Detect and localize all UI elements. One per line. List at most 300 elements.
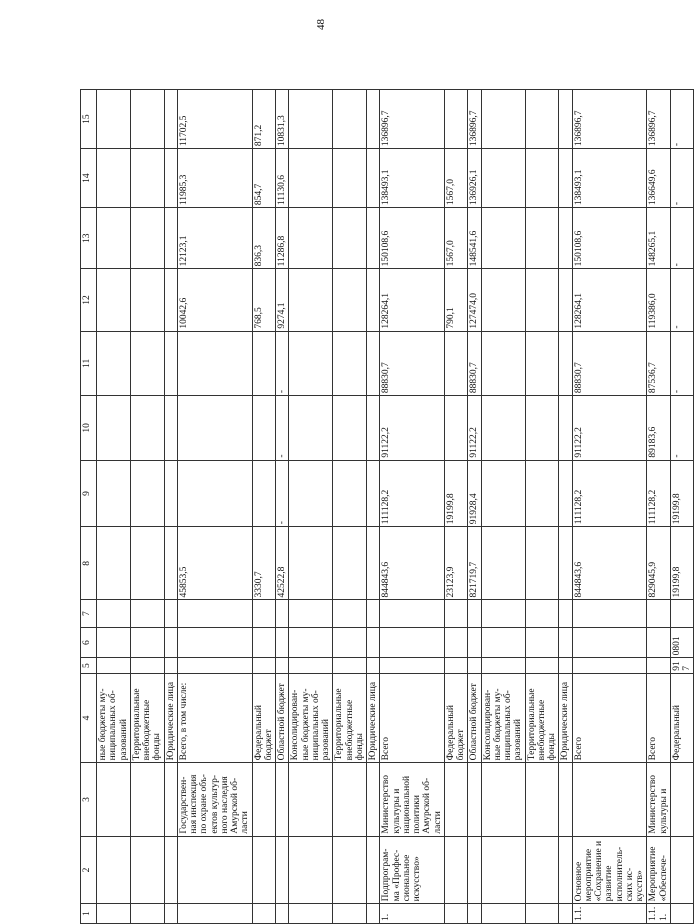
table-cell: 768,5 <box>252 269 276 331</box>
table-row <box>276 90 289 924</box>
table-cell <box>444 904 468 924</box>
column-number: 5 <box>81 658 97 673</box>
table-cell <box>177 600 252 627</box>
table-cell <box>130 836 164 904</box>
table-cell: 11985,3 <box>177 149 252 208</box>
table-cell <box>333 627 367 658</box>
table-cell <box>289 836 333 904</box>
table-row <box>559 90 572 924</box>
table-cell <box>177 904 252 924</box>
table-cell <box>97 904 131 924</box>
table-cell: 111128,2 <box>647 460 671 527</box>
table-cell: - <box>276 331 289 395</box>
table-cell: - <box>276 460 289 527</box>
table-cell <box>177 627 252 658</box>
column-number: 13 <box>81 208 97 269</box>
table-cell: 790,1 <box>444 269 468 331</box>
table-cell: 88830,7 <box>380 331 445 395</box>
table-cell: 844843,6 <box>572 527 647 600</box>
table-cell <box>559 763 572 836</box>
table-cell: - <box>670 396 694 460</box>
table-cell <box>177 331 252 395</box>
table-cell: 91122,2 <box>572 396 647 460</box>
table-cell <box>177 658 252 673</box>
table-cell: 836,3 <box>252 208 276 269</box>
table-cell <box>333 836 367 904</box>
table-cell <box>289 331 333 395</box>
table-cell <box>468 627 481 658</box>
table-cell: 11130,6 <box>276 149 289 208</box>
table-cell: Министерство культуры и национальной политики Амурской об-ласти <box>380 763 445 836</box>
table-cell <box>333 396 367 460</box>
table-row <box>670 90 694 924</box>
table-cell <box>289 763 333 836</box>
table-cell <box>468 600 481 627</box>
table-cell <box>525 763 559 836</box>
table-row <box>333 90 367 924</box>
table-cell: 136896,7 <box>572 90 647 149</box>
table-cell <box>164 269 177 331</box>
table-cell: 91928,4 <box>468 460 481 527</box>
table-cell: 19199,8 <box>444 460 468 527</box>
column-number: 8 <box>81 527 97 600</box>
table-cell: 148541,6 <box>468 208 481 269</box>
table-cell: 12123,1 <box>177 208 252 269</box>
table-cell <box>276 836 289 904</box>
column-number: 4 <box>81 673 97 763</box>
table-row <box>647 90 671 924</box>
table-cell <box>468 658 481 673</box>
table-cell <box>289 460 333 527</box>
table-cell: Подпрограм-ма «Профес-сиональное искусство» <box>380 836 445 904</box>
table-cell <box>130 904 164 924</box>
table-cell: 150108,6 <box>572 208 647 269</box>
table-cell: Юридические лица <box>367 673 380 763</box>
table-row <box>177 90 252 924</box>
table-cell: 128264,1 <box>380 269 445 331</box>
table-cell: 89183,6 <box>647 396 671 460</box>
table-cell: Консолидирован-ные бюджеты му-ниципальных об-разований <box>289 673 333 763</box>
table-cell: 1.1.1. <box>647 904 671 924</box>
table-cell <box>367 396 380 460</box>
table-cell <box>276 763 289 836</box>
table-body <box>81 90 694 924</box>
column-number: 15 <box>81 90 97 149</box>
table-cell: Юридические лица <box>559 673 572 763</box>
table-cell <box>559 600 572 627</box>
table-cell: Юридические лица <box>164 673 177 763</box>
table-cell <box>164 460 177 527</box>
table-cell <box>481 836 525 904</box>
table-cell <box>444 600 468 627</box>
table-cell: 871,2 <box>252 90 276 149</box>
column-number: 9 <box>81 460 97 527</box>
table-cell: Основное мероприятие «Сохранение и развитие исполнитель-ских ис-кусств» <box>572 836 647 904</box>
table-cell <box>525 208 559 269</box>
table-cell <box>559 460 572 527</box>
table-cell: 136896,7 <box>380 90 445 149</box>
table-cell <box>289 90 333 149</box>
table-cell <box>444 90 468 149</box>
table-cell <box>525 460 559 527</box>
table-cell <box>97 269 131 331</box>
table-cell: 23123,9 <box>444 527 468 600</box>
table-cell <box>481 331 525 395</box>
table-cell <box>525 658 559 673</box>
table-cell: 136649,6 <box>647 149 671 208</box>
page-number: 48 <box>315 19 327 30</box>
table-cell <box>481 396 525 460</box>
table-cell <box>444 763 468 836</box>
table-cell <box>130 658 164 673</box>
table-cell <box>97 627 131 658</box>
table-row <box>367 90 380 924</box>
table-cell <box>367 331 380 395</box>
table-cell <box>525 331 559 395</box>
table-cell <box>97 460 131 527</box>
table-cell <box>289 269 333 331</box>
table-cell: Федеральный <box>670 673 694 763</box>
column-number: 12 <box>81 269 97 331</box>
table-cell <box>252 904 276 924</box>
table-cell: 88830,7 <box>468 331 481 395</box>
table-cell <box>444 658 468 673</box>
table-cell <box>367 658 380 673</box>
table-cell: 844843,6 <box>380 527 445 600</box>
table-cell <box>572 763 647 836</box>
table-cell <box>164 627 177 658</box>
table-cell <box>481 208 525 269</box>
table-cell <box>97 836 131 904</box>
table-cell <box>177 460 252 527</box>
table-cell <box>670 600 694 627</box>
table-cell: - <box>670 90 694 149</box>
table-cell <box>333 90 367 149</box>
table-cell <box>289 396 333 460</box>
table-cell <box>276 627 289 658</box>
table-cell <box>559 527 572 600</box>
table-cell <box>97 658 131 673</box>
table-cell: 91122,2 <box>380 396 445 460</box>
table-cell <box>333 269 367 331</box>
table-cell <box>525 836 559 904</box>
table-cell <box>559 269 572 331</box>
table-cell: 10831,3 <box>276 90 289 149</box>
table-cell <box>481 460 525 527</box>
table-cell: 127474,0 <box>468 269 481 331</box>
table-cell <box>276 600 289 627</box>
column-number: 11 <box>81 331 97 395</box>
table-cell: Всего, в том числе: <box>177 673 252 763</box>
table-cell: 821719,7 <box>468 527 481 600</box>
table-cell <box>333 149 367 208</box>
table-cell <box>559 208 572 269</box>
table-row <box>252 90 276 924</box>
table-cell <box>97 208 131 269</box>
table-cell <box>97 763 131 836</box>
table-cell <box>444 331 468 395</box>
table-cell <box>444 836 468 904</box>
table-cell <box>252 627 276 658</box>
table-cell <box>164 763 177 836</box>
column-number: 7 <box>81 600 97 627</box>
table-cell <box>481 658 525 673</box>
table-cell <box>130 149 164 208</box>
table-cell: 11286,8 <box>276 208 289 269</box>
table-row <box>164 90 177 924</box>
table-row <box>444 90 468 924</box>
table-cell: 11702,5 <box>177 90 252 149</box>
table-cell <box>647 658 671 673</box>
table-cell: 88830,7 <box>572 331 647 395</box>
table-cell <box>333 904 367 924</box>
table-row <box>380 90 445 924</box>
table-cell: 111128,2 <box>380 460 445 527</box>
table-cell <box>252 836 276 904</box>
table-cell <box>367 149 380 208</box>
table-cell <box>481 627 525 658</box>
table-cell <box>670 836 694 904</box>
table-cell: 10042,6 <box>177 269 252 331</box>
table-row <box>572 90 647 924</box>
table-cell <box>252 658 276 673</box>
table-cell: Областной бюджет <box>276 673 289 763</box>
table-cell <box>333 331 367 395</box>
column-number: 3 <box>81 763 97 836</box>
table-cell <box>276 904 289 924</box>
table-cell <box>647 627 671 658</box>
table-cell: Мероприятие «Обеспече- <box>647 836 671 904</box>
table-cell <box>559 331 572 395</box>
rotated-table-container <box>80 19 692 924</box>
table-cell <box>367 904 380 924</box>
table-cell <box>559 904 572 924</box>
table-cell <box>164 208 177 269</box>
table-cell <box>367 600 380 627</box>
table-cell <box>559 90 572 149</box>
table-cell <box>164 527 177 600</box>
table-cell <box>289 627 333 658</box>
table-cell: 19199,8 <box>670 460 694 527</box>
budget-table <box>80 89 694 924</box>
table-cell: Государствен-ная инспекция по охране объ-ектов культур-ного наследия Амурской об-ласти <box>177 763 252 836</box>
table-cell <box>252 331 276 395</box>
table-cell: 1567,0 <box>444 149 468 208</box>
table-cell <box>97 527 131 600</box>
table-cell <box>572 658 647 673</box>
table-cell <box>97 331 131 395</box>
table-cell <box>367 836 380 904</box>
table-cell <box>367 90 380 149</box>
table-cell <box>177 396 252 460</box>
table-cell: 111128,2 <box>572 460 647 527</box>
table-cell: 1567,0 <box>444 208 468 269</box>
table-cell <box>130 90 164 149</box>
table-cell <box>289 149 333 208</box>
table-cell <box>164 396 177 460</box>
table-cell <box>647 600 671 627</box>
table-cell <box>252 396 276 460</box>
column-number: 6 <box>81 627 97 658</box>
header-row <box>81 90 97 924</box>
table-cell: Территориальные внебюджетные фонды <box>525 673 559 763</box>
table-cell <box>130 208 164 269</box>
table-cell <box>559 396 572 460</box>
table-cell <box>130 460 164 527</box>
table-row <box>289 90 333 924</box>
table-cell <box>670 763 694 836</box>
table-cell <box>130 527 164 600</box>
table-cell <box>559 658 572 673</box>
table-cell <box>130 627 164 658</box>
table-cell: ные бюджеты му-ниципальных об-разований <box>97 673 131 763</box>
table-row <box>130 90 164 924</box>
table-cell <box>164 90 177 149</box>
table-cell <box>289 208 333 269</box>
table-cell <box>525 627 559 658</box>
table-cell <box>333 658 367 673</box>
table-cell: 1. <box>380 904 445 924</box>
table-cell: - <box>670 331 694 395</box>
table-cell: 3330,7 <box>252 527 276 600</box>
table-cell <box>367 269 380 331</box>
table-cell <box>333 460 367 527</box>
table-cell <box>97 396 131 460</box>
table-cell <box>481 90 525 149</box>
table-cell: Областной бюджет <box>468 673 481 763</box>
table-cell: 150108,6 <box>380 208 445 269</box>
table-cell <box>670 904 694 924</box>
table-cell <box>367 763 380 836</box>
table-cell <box>333 600 367 627</box>
table-cell <box>164 331 177 395</box>
column-number: 1 <box>81 904 97 924</box>
table-cell: 87536,7 <box>647 331 671 395</box>
table-cell <box>367 460 380 527</box>
table-cell: 0801 <box>670 627 694 658</box>
table-cell <box>164 658 177 673</box>
table-cell <box>380 627 445 658</box>
table-cell <box>481 763 525 836</box>
table-row <box>468 90 481 924</box>
table-cell <box>444 627 468 658</box>
table-cell: 1.1. <box>572 904 647 924</box>
table-cell <box>252 600 276 627</box>
table-cell <box>130 763 164 836</box>
table-cell <box>525 904 559 924</box>
table-cell <box>481 149 525 208</box>
table-cell: - <box>276 396 289 460</box>
table-cell <box>164 149 177 208</box>
table-cell <box>525 90 559 149</box>
table-cell <box>525 600 559 627</box>
table-cell: 138493,1 <box>572 149 647 208</box>
table-cell <box>289 600 333 627</box>
table-cell <box>525 149 559 208</box>
table-cell: 136926,1 <box>468 149 481 208</box>
table-cell <box>468 836 481 904</box>
table-cell: 136896,7 <box>468 90 481 149</box>
table-cell <box>525 269 559 331</box>
column-number: 10 <box>81 396 97 460</box>
table-cell: Территориальные внебюджетные фонды <box>130 673 164 763</box>
column-number: 2 <box>81 836 97 904</box>
table-cell: 9274,1 <box>276 269 289 331</box>
table-cell: 148265,1 <box>647 208 671 269</box>
table-cell <box>276 658 289 673</box>
table-cell <box>289 527 333 600</box>
table-cell: Всего <box>572 673 647 763</box>
table-cell <box>380 600 445 627</box>
table-cell: 45853,5 <box>177 527 252 600</box>
table-cell <box>559 149 572 208</box>
table-cell <box>289 904 333 924</box>
table-cell <box>481 527 525 600</box>
table-cell <box>289 658 333 673</box>
table-cell: 829045,9 <box>647 527 671 600</box>
table-cell: 42522,8 <box>276 527 289 600</box>
table-cell: 19199,8 <box>670 527 694 600</box>
table-cell <box>130 269 164 331</box>
table-cell <box>130 331 164 395</box>
table-cell: Всего <box>647 673 671 763</box>
table-cell: Федеральный бюджет <box>444 673 468 763</box>
table-cell: 138493,1 <box>380 149 445 208</box>
table-cell <box>444 396 468 460</box>
table-cell: 91122,2 <box>468 396 481 460</box>
table-cell: - <box>670 149 694 208</box>
table-cell <box>97 149 131 208</box>
table-cell <box>468 904 481 924</box>
table-cell <box>177 836 252 904</box>
table-cell <box>164 904 177 924</box>
table-row <box>97 90 131 924</box>
table-cell <box>380 658 445 673</box>
table-cell <box>252 763 276 836</box>
table-cell: 128264,1 <box>572 269 647 331</box>
table-cell: 136896,7 <box>647 90 671 149</box>
table-cell <box>164 600 177 627</box>
table-cell <box>481 269 525 331</box>
table-cell <box>559 836 572 904</box>
table-cell <box>367 527 380 600</box>
table-cell <box>252 460 276 527</box>
table-cell <box>367 208 380 269</box>
table-cell <box>572 627 647 658</box>
table-row <box>481 90 525 924</box>
table-cell: 119386,0 <box>647 269 671 331</box>
table-cell <box>481 600 525 627</box>
table-cell <box>97 600 131 627</box>
table-row <box>525 90 559 924</box>
table-cell <box>525 396 559 460</box>
table-cell: Консолидирован-ные бюджеты му-ниципальных об-разований <box>481 673 525 763</box>
table-cell: Всего <box>380 673 445 763</box>
table-cell <box>333 763 367 836</box>
table-cell <box>97 90 131 149</box>
table-cell: - <box>670 208 694 269</box>
table-cell: - <box>670 269 694 331</box>
table-cell <box>468 763 481 836</box>
table-cell <box>164 836 177 904</box>
table-cell: 917 <box>670 658 694 673</box>
table-cell: Территориальные внебюджетные фонды <box>333 673 367 763</box>
column-number: 14 <box>81 149 97 208</box>
table-cell <box>481 904 525 924</box>
table-cell <box>367 627 380 658</box>
table-cell: 854,7 <box>252 149 276 208</box>
table-cell <box>559 627 572 658</box>
